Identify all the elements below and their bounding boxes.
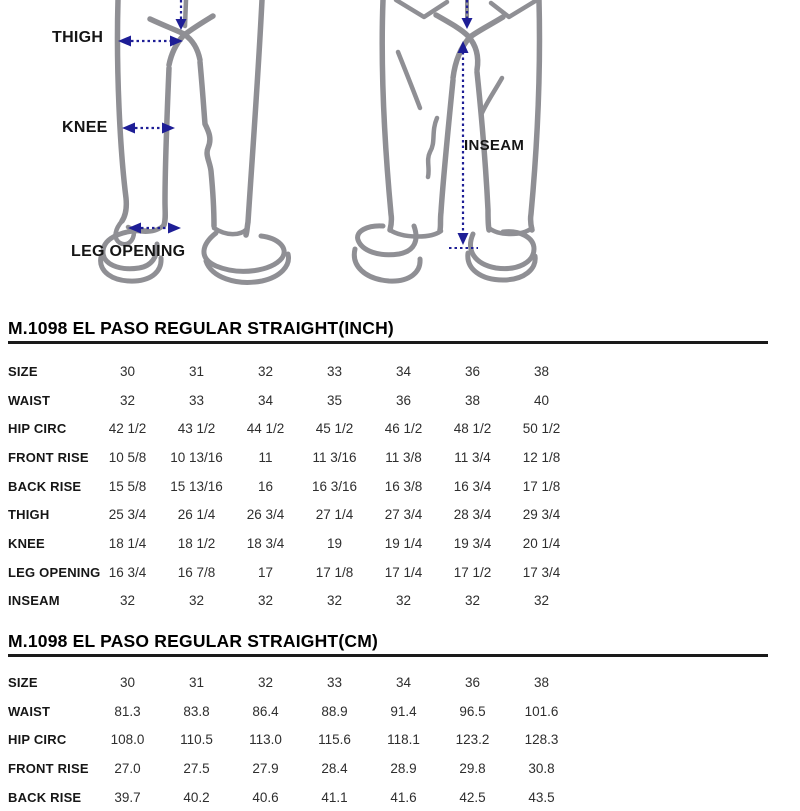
size-table-row bbox=[8, 668, 768, 697]
size-value-cell: 17 1/8 bbox=[315, 564, 354, 580]
size-value-cell: 10 13/16 bbox=[170, 449, 223, 465]
size-value-cell: 118.1 bbox=[387, 732, 420, 748]
size-value-cell: 40.6 bbox=[252, 789, 279, 805]
row-label: WAIST bbox=[8, 392, 51, 408]
size-value-cell: 32 bbox=[119, 593, 136, 609]
size-value-cell: 16 3/8 bbox=[384, 478, 423, 494]
size-value-cell: 16 3/4 bbox=[108, 564, 147, 580]
size-value-cell: 35 bbox=[326, 392, 343, 408]
size-value-cell: 91.4 bbox=[390, 703, 417, 719]
size-value-cell: 45 1/2 bbox=[315, 421, 354, 437]
row-label: SIZE bbox=[8, 363, 38, 379]
row-label: KNEE bbox=[8, 535, 45, 551]
size-value-cell: 81.3 bbox=[114, 703, 141, 719]
size-table-row bbox=[8, 386, 768, 415]
size-value-cell: 17 bbox=[257, 564, 274, 580]
size-value-cell: 33 bbox=[188, 392, 205, 408]
size-value-cell: 27.5 bbox=[183, 760, 210, 776]
size-value-cell: 27.9 bbox=[252, 760, 279, 776]
row-label: WAIST bbox=[8, 703, 51, 719]
cm-table-title: M.1098 EL PASO REGULAR STRAIGHT(CM) bbox=[8, 631, 378, 651]
size-value-cell: 32 bbox=[257, 363, 274, 379]
size-value-cell: 10 5/8 bbox=[108, 449, 147, 465]
size-value-cell: 32 bbox=[257, 593, 274, 609]
size-value-cell: 108.0 bbox=[110, 732, 145, 748]
inch-title-rule bbox=[8, 341, 768, 344]
size-value-cell: 19 3/4 bbox=[453, 535, 492, 551]
leg-opening-measure-label: LEG OPENING bbox=[71, 243, 186, 260]
size-value-cell: 83.8 bbox=[183, 703, 210, 719]
size-value-cell: 123.2 bbox=[455, 732, 490, 748]
size-value-cell: 34 bbox=[395, 674, 412, 690]
row-label: BACK RISE bbox=[8, 789, 82, 805]
size-table-row bbox=[8, 500, 768, 529]
size-table-row bbox=[8, 783, 768, 811]
row-label: BACK RISE bbox=[8, 478, 82, 494]
size-value-cell: 42.5 bbox=[459, 789, 486, 805]
cm-size-table-section bbox=[8, 631, 768, 811]
row-label: FRONT RISE bbox=[8, 760, 89, 776]
size-value-cell: 32 bbox=[533, 593, 550, 609]
size-value-cell: 27.0 bbox=[114, 760, 141, 776]
size-value-cell: 16 3/4 bbox=[453, 478, 492, 494]
size-table-row bbox=[8, 754, 768, 783]
size-value-cell: 28.9 bbox=[390, 760, 417, 776]
size-value-cell: 11 3/4 bbox=[454, 449, 491, 465]
size-value-cell: 16 7/8 bbox=[177, 564, 216, 580]
size-value-cell: 43.5 bbox=[528, 789, 555, 805]
size-table-row bbox=[8, 357, 768, 386]
inch-size-table bbox=[8, 357, 768, 615]
size-value-cell: 48 1/2 bbox=[453, 421, 492, 437]
size-value-cell: 30.8 bbox=[528, 760, 555, 776]
size-value-cell: 34 bbox=[257, 392, 274, 408]
size-value-cell: 39.7 bbox=[114, 789, 141, 805]
inseam-measure-label: INSEAM bbox=[464, 137, 525, 154]
size-value-cell: 31 bbox=[188, 363, 205, 379]
size-value-cell: 38 bbox=[533, 674, 550, 690]
size-value-cell: 40 bbox=[533, 392, 550, 408]
size-value-cell: 38 bbox=[464, 392, 481, 408]
thigh-measure-label: THIGH bbox=[52, 29, 104, 46]
size-value-cell: 17 1/2 bbox=[453, 564, 492, 580]
size-value-cell: 44 1/2 bbox=[246, 421, 285, 437]
size-value-cell: 19 bbox=[326, 535, 343, 551]
size-value-cell: 86.4 bbox=[252, 703, 279, 719]
size-value-cell: 41.6 bbox=[390, 789, 417, 805]
size-table-row bbox=[8, 558, 768, 587]
cm-title-rule bbox=[8, 654, 768, 657]
size-value-cell: 15 13/16 bbox=[170, 478, 223, 494]
size-value-cell: 34 bbox=[395, 363, 412, 379]
inch-table-title: M.1098 EL PASO REGULAR STRAIGHT(INCH) bbox=[8, 318, 394, 338]
size-value-cell: 36 bbox=[464, 363, 481, 379]
size-value-cell: 101.6 bbox=[524, 703, 559, 719]
row-label: FRONT RISE bbox=[8, 449, 89, 465]
size-value-cell: 32 bbox=[257, 674, 274, 690]
size-value-cell: 46 1/2 bbox=[384, 421, 423, 437]
size-value-cell: 36 bbox=[395, 392, 412, 408]
size-table-row bbox=[8, 443, 768, 472]
size-value-cell: 11 3/8 bbox=[385, 449, 422, 465]
size-table-row bbox=[8, 529, 768, 558]
size-value-cell: 32 bbox=[395, 593, 412, 609]
size-value-cell: 19 1/4 bbox=[384, 535, 423, 551]
size-value-cell: 41.1 bbox=[321, 789, 348, 805]
measurement-diagram bbox=[0, 0, 800, 300]
row-label: HIP CIRC bbox=[8, 732, 67, 748]
inch-size-table-section bbox=[8, 318, 768, 615]
size-value-cell: 25 3/4 bbox=[108, 507, 147, 523]
size-value-cell: 110.5 bbox=[180, 732, 213, 748]
size-value-cell: 32 bbox=[464, 593, 481, 609]
size-value-cell: 17 1/8 bbox=[522, 478, 561, 494]
knee-measure-label: KNEE bbox=[62, 119, 108, 136]
size-value-cell: 18 1/4 bbox=[108, 535, 147, 551]
size-value-cell: 113.0 bbox=[249, 732, 282, 748]
size-value-cell: 96.5 bbox=[459, 703, 486, 719]
size-value-cell: 38 bbox=[533, 363, 550, 379]
size-value-cell: 40.2 bbox=[183, 789, 210, 805]
size-value-cell: 17 1/4 bbox=[384, 564, 423, 580]
row-label: LEG OPENING bbox=[8, 564, 101, 580]
size-table-row bbox=[8, 472, 768, 501]
size-value-cell: 115.6 bbox=[318, 732, 351, 748]
size-value-cell: 20 1/4 bbox=[522, 535, 561, 551]
size-value-cell: 17 3/4 bbox=[522, 564, 561, 580]
size-value-cell: 16 bbox=[257, 478, 274, 494]
row-label: SIZE bbox=[8, 674, 38, 690]
size-value-cell: 30 bbox=[119, 363, 136, 379]
measure-arrows bbox=[118, 0, 478, 248]
size-value-cell: 12 1/8 bbox=[522, 449, 561, 465]
size-value-cell: 31 bbox=[188, 674, 205, 690]
size-value-cell: 29.8 bbox=[459, 760, 486, 776]
size-value-cell: 32 bbox=[188, 593, 205, 609]
size-table-row bbox=[8, 587, 768, 616]
size-value-cell: 26 3/4 bbox=[246, 507, 285, 523]
size-value-cell: 27 3/4 bbox=[384, 507, 423, 523]
size-table-row bbox=[8, 697, 768, 726]
row-label: INSEAM bbox=[8, 593, 60, 609]
size-value-cell: 11 3/16 bbox=[312, 449, 357, 465]
row-label: HIP CIRC bbox=[8, 421, 67, 437]
size-table-row bbox=[8, 725, 768, 754]
size-value-cell: 50 1/2 bbox=[522, 421, 561, 437]
size-value-cell: 128.3 bbox=[524, 732, 559, 748]
size-value-cell: 32 bbox=[119, 392, 136, 408]
size-value-cell: 11 bbox=[258, 449, 273, 465]
size-value-cell: 33 bbox=[326, 674, 343, 690]
size-value-cell: 32 bbox=[326, 593, 343, 609]
size-value-cell: 43 1/2 bbox=[177, 421, 216, 437]
size-value-cell: 36 bbox=[464, 674, 481, 690]
cm-size-table bbox=[8, 668, 768, 811]
row-label: THIGH bbox=[8, 507, 50, 523]
size-value-cell: 18 3/4 bbox=[246, 535, 285, 551]
size-value-cell: 30 bbox=[119, 674, 136, 690]
size-value-cell: 26 1/4 bbox=[177, 507, 216, 523]
size-value-cell: 16 3/16 bbox=[311, 478, 358, 494]
size-table-row bbox=[8, 414, 768, 443]
size-value-cell: 88.9 bbox=[321, 703, 348, 719]
size-value-cell: 29 3/4 bbox=[522, 507, 561, 523]
size-value-cell: 42 1/2 bbox=[108, 421, 147, 437]
size-value-cell: 18 1/2 bbox=[177, 535, 216, 551]
size-value-cell: 15 5/8 bbox=[108, 478, 147, 494]
size-value-cell: 28 3/4 bbox=[453, 507, 492, 523]
size-value-cell: 33 bbox=[326, 363, 343, 379]
size-value-cell: 28.4 bbox=[321, 760, 348, 776]
size-value-cell: 27 1/4 bbox=[315, 507, 354, 523]
